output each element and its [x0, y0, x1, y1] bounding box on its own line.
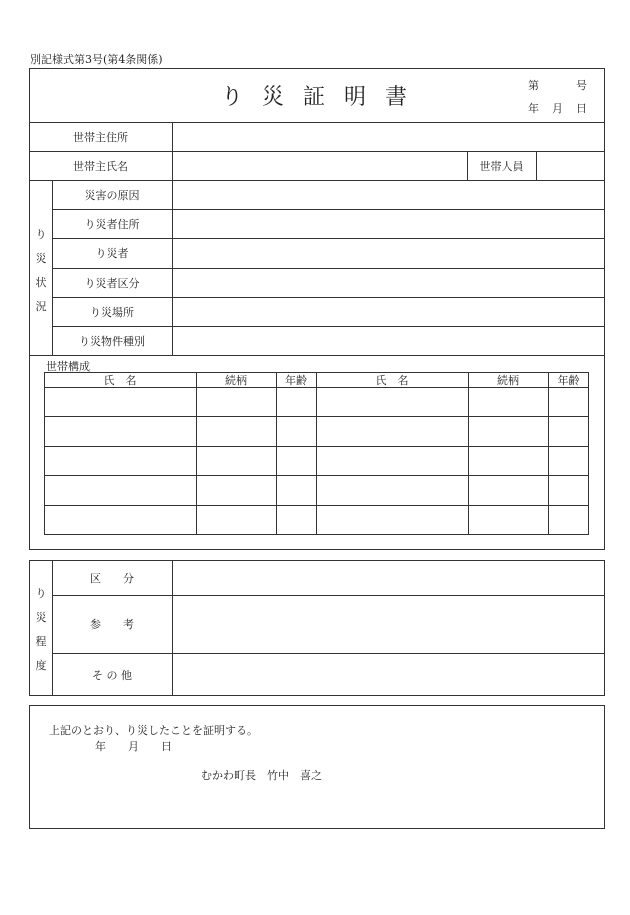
- number-label-go: 号: [576, 79, 587, 92]
- family-header-relation-1: 続柄: [225, 373, 247, 387]
- date-label-year: 年: [528, 102, 539, 115]
- victim-field[interactable]: [173, 239, 604, 267]
- status-side-char-4: 況: [35, 300, 47, 313]
- family-header-name-2: 氏 名: [375, 373, 409, 387]
- page-title: り 災 証 明 書: [221, 84, 413, 110]
- family-header-name-1: 氏 名: [103, 373, 137, 387]
- degree-reference-field[interactable]: [173, 596, 604, 652]
- degree-other-field[interactable]: [173, 654, 604, 695]
- certification-date: 年 月 日: [95, 740, 172, 753]
- location-field[interactable]: [173, 298, 604, 325]
- certification-statement: 上記のとおり、り災したことを証明する。: [49, 724, 258, 737]
- head-address-field[interactable]: [173, 123, 604, 150]
- family-header-relation-2: 続柄: [497, 373, 519, 387]
- members-count-field[interactable]: [537, 152, 604, 179]
- family-title: 世帯構成: [46, 360, 90, 373]
- status-row-cause: 災害の原因: [84, 188, 140, 202]
- degree-side-char-1: り: [35, 587, 47, 600]
- status-row-victim-category: り災者区分: [84, 276, 140, 290]
- head-name-field[interactable]: [173, 152, 466, 179]
- degree-row-other: そ の 他: [92, 668, 132, 682]
- form-id: 別記様式第3号(第4条関係): [30, 53, 163, 66]
- degree-category-field[interactable]: [173, 561, 604, 594]
- family-header-age-1: 年齢: [285, 373, 307, 387]
- degree-side-char-3: 程: [35, 635, 47, 648]
- status-row-victim-address: り災者住所: [84, 217, 140, 231]
- victim-category-field[interactable]: [173, 269, 604, 296]
- members-count-label: 世帯人員: [479, 159, 524, 173]
- number-label-dai: 第: [528, 79, 539, 92]
- head-address-label: 世帯主住所: [73, 130, 128, 144]
- head-name-label: 世帯主氏名: [73, 159, 128, 173]
- degree-row-category: 区 分: [90, 571, 134, 585]
- status-row-victim: り災者: [95, 247, 129, 260]
- certification-signer: むかわ町長 竹中 喜之: [201, 769, 322, 782]
- status-side-char-2: 災: [35, 252, 47, 265]
- family-header-age-2: 年齢: [557, 373, 580, 387]
- status-side-char-1: り: [35, 228, 47, 241]
- status-side-char-3: 状: [35, 276, 47, 289]
- status-row-property-type: り災物件種別: [79, 334, 145, 348]
- degree-side-char-2: 災: [35, 611, 47, 624]
- degree-row-reference: 参 考: [90, 618, 134, 631]
- cause-field[interactable]: [173, 181, 604, 208]
- status-row-location: り災場所: [90, 305, 134, 319]
- date-label-month: 月: [552, 102, 563, 115]
- property-type-field[interactable]: [173, 327, 604, 354]
- date-label-day: 日: [576, 102, 587, 115]
- victim-address-field[interactable]: [173, 210, 604, 237]
- degree-side-char-4: 度: [35, 659, 47, 672]
